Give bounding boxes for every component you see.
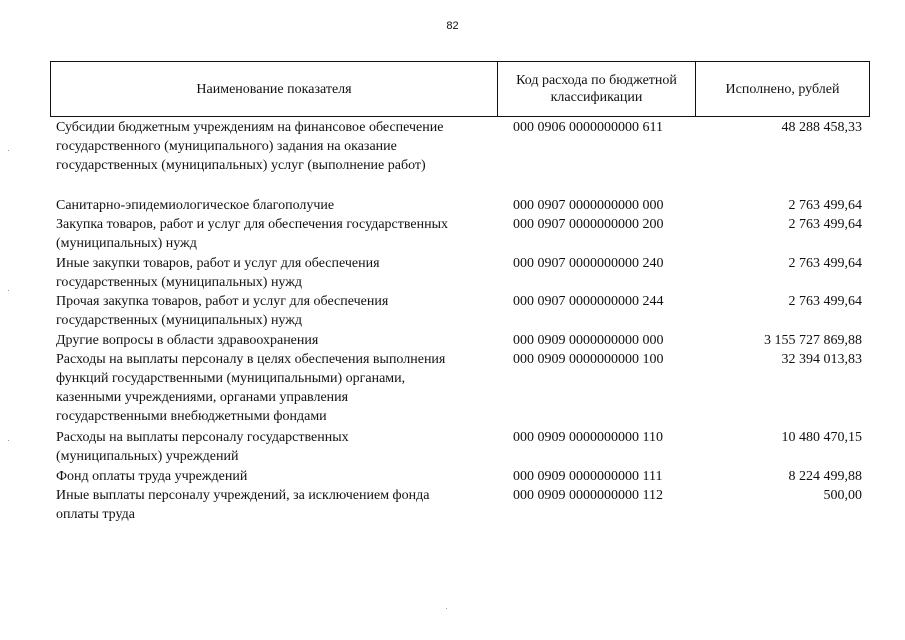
row-amount: 2 763 499,64 bbox=[788, 217, 862, 232]
header-name: Наименование показателя bbox=[51, 62, 498, 116]
row-code: 000 0909 0000000000 110 bbox=[513, 430, 663, 445]
row-name: Фонд оплаты труда учреждений bbox=[56, 469, 248, 484]
row-name: Закупка товаров, работ и услуг для обеспечения государственных (муниципальных) нужд bbox=[56, 217, 449, 251]
row-name: Санитарно-эпидемиологическое благополучие bbox=[56, 198, 335, 213]
row-code: 000 0907 0000000000 244 bbox=[513, 294, 664, 309]
scan-artifact bbox=[8, 150, 9, 151]
row-name: Другие вопросы в области здравоохранения bbox=[56, 333, 319, 348]
row-amount: 10 480 470,15 bbox=[781, 430, 862, 445]
row-amount: 2 763 499,64 bbox=[788, 198, 862, 213]
row-amount: 48 288 458,33 bbox=[781, 120, 862, 135]
row-code: 000 0909 0000000000 100 bbox=[513, 352, 664, 367]
row-amount: 3 155 727 869,88 bbox=[764, 333, 862, 348]
row-code: 000 0907 0000000000 240 bbox=[513, 256, 664, 271]
row-amount: 32 394 013,83 bbox=[781, 352, 862, 367]
scan-artifact bbox=[8, 290, 9, 291]
row-amount: 500,00 bbox=[823, 488, 862, 503]
row-name: Иные выплаты персоналу учреждений, за исключением фонда оплаты труда bbox=[56, 488, 430, 522]
header-amount: Исполнено, рублей bbox=[725, 81, 840, 97]
table-header bbox=[50, 61, 870, 117]
row-code: 000 0909 0000000000 111 bbox=[513, 469, 663, 484]
row-amount: 2 763 499,64 bbox=[788, 256, 862, 271]
scan-artifact bbox=[446, 608, 447, 609]
row-name: Расходы на выплаты персоналу в целях обеспечения выполнения функций государственными (муниципальными) органами, казенными учреждениями, органами управления государственными внебюджетными фондами bbox=[56, 352, 446, 424]
row-code: 000 0907 0000000000 000 bbox=[513, 198, 664, 213]
row-code: 000 0909 0000000000 000 bbox=[513, 333, 664, 348]
scan-artifact bbox=[8, 440, 9, 441]
row-amount: 8 224 499,88 bbox=[788, 469, 862, 484]
row-name: Прочая закупка товаров, работ и услуг для обеспечения государственных (муниципальных) нужд bbox=[56, 294, 389, 328]
row-amount: 2 763 499,64 bbox=[788, 294, 862, 309]
row-code: 000 0906 0000000000 611 bbox=[513, 120, 663, 135]
row-code: 000 0909 0000000000 112 bbox=[513, 488, 663, 503]
page-number: 82 bbox=[446, 20, 459, 32]
row-name: Иные закупки товаров, работ и услуг для обеспечения государственных (муниципальных) нужд bbox=[56, 256, 380, 290]
row-name: Субсидии бюджетным учреждениям на финансовое обеспечение государственного (муниципального) задания на оказание государственных (муниципальных) услуг (выполнение работ) bbox=[56, 120, 444, 173]
budget-table bbox=[50, 61, 870, 522]
row-name: Расходы на выплаты персоналу государственных (муниципальных) учреждений bbox=[56, 430, 349, 464]
row-code: 000 0907 0000000000 200 bbox=[513, 217, 664, 232]
header-code: Код расхода по бюджетной классификации bbox=[498, 62, 696, 116]
